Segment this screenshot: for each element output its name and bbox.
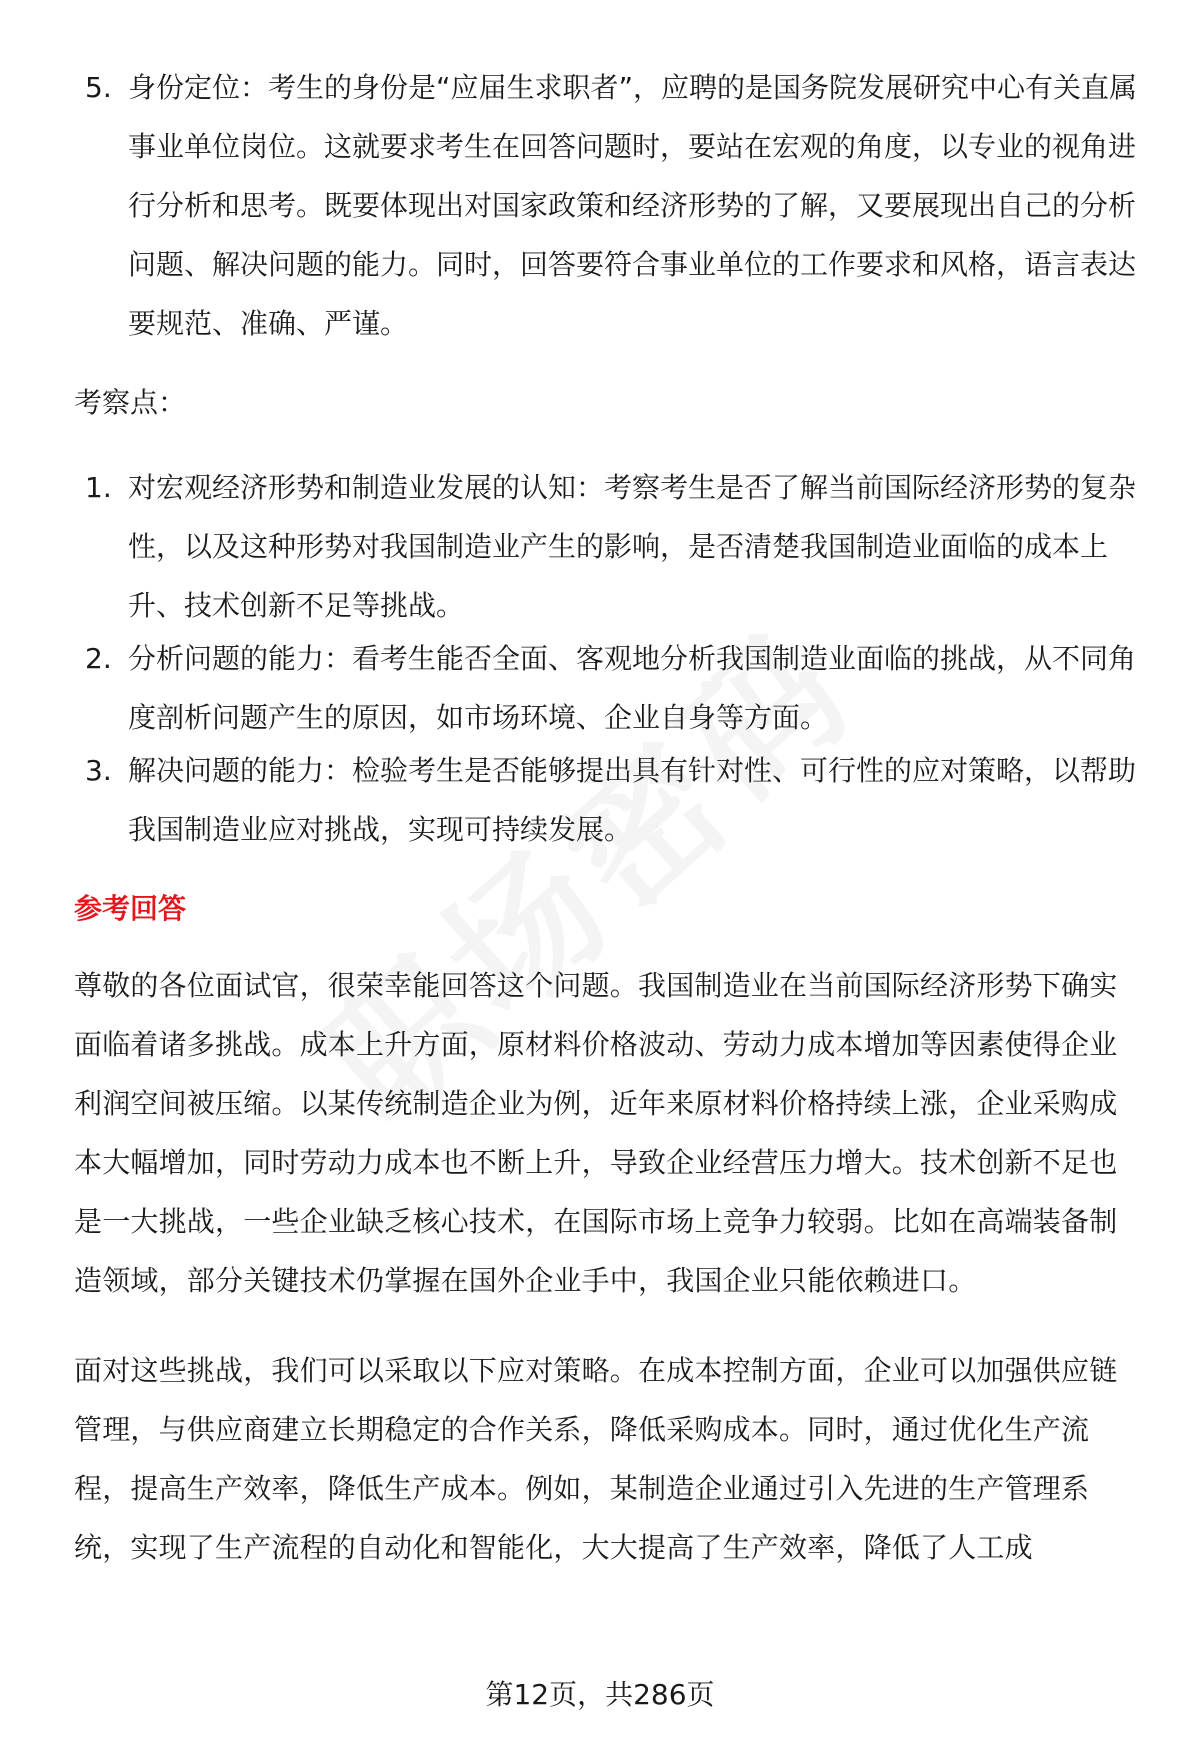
list-item-identity — [74, 58, 1144, 353]
reference-paragraph: 面对这些挑战，我们可以采取以下应对策略。在成本控制方面，企业可以加强供应链管理，与供应商建立长期稳定的合作关系，降低采购成本。同时，通过优化生产流程，提高生产效率，降低生产成本。例如，某制造企业通过引入先进的生产管理系统，实现了生产流程的自动化和智能化，大大提高了生产效率，降低了人工成 — [74, 1354, 1118, 1564]
reference-heading: 参考回答 — [74, 892, 187, 925]
list-item-text: 对宏观经济形势和制造业发展的认知：考察考生是否了解当前国际经济形势的复杂性，以及这种形势对我国制造业产生的影响，是否清楚我国制造业面临的成本上升、技术创新不足等挑战。 — [128, 471, 1137, 622]
list-item — [74, 458, 1144, 635]
list-item-text: 分析问题的能力：看考生能否全面、客观地分析我国制造业面临的挑战，从不同角度剖析问题产生的原因，如市场环境、企业自身等方面。 — [128, 642, 1137, 734]
list-number: 1. — [85, 471, 112, 504]
page-content — [74, 58, 1144, 1577]
list-number: 2. — [85, 642, 112, 675]
assessment-list — [74, 458, 1144, 859]
assessment-label: 考察点： — [74, 386, 187, 419]
list-item — [74, 629, 1144, 747]
list-item — [74, 741, 1144, 859]
reference-paragraph: 尊敬的各位面试官，很荣幸能回答这个问题。我国制造业在当前国际经济形势下确实面临着诸多挑战。成本上升方面，原材料价格波动、劳动力成本增加等因素使得企业利润空间被压缩。以某传统制造企业为例，近年来原材料价格持续上涨，企业采购成本大幅增加，同时劳动力成本也不断上升，导致企业经营压力增大。技术创新不足也是一大挑战，一些企业缺乏核心技术，在国际市场上竞争力较弱。比如在高端装备制造领域，部分关键技术仍掌握在国外企业手中，我国企业只能依赖进口。 — [74, 969, 1118, 1297]
list-item-text: 身份定位：考生的身份是“应届生求职者”，应聘的是国务院发展研究中心有关直属事业单位岗位。这就要求考生在回答问题时，要站在宏观的角度，以专业的视角进行分析和思考。既要体现出对国家政策和经济形势的了解，又要展现出自己的分析问题、解决问题的能力。同时，回答要符合事业单位的工作要求和风格，语言表达要规范、准确、严谨。 — [128, 71, 1138, 340]
list-number: 5. — [85, 71, 112, 104]
page-number: 第12页，共286页 — [485, 1678, 715, 1711]
list-item-text: 解决问题的能力：检验考生是否能够提出具有针对性、可行性的应对策略，以帮助我国制造业应对挑战，实现可持续发展。 — [128, 754, 1137, 846]
list-number: 3. — [85, 754, 112, 787]
